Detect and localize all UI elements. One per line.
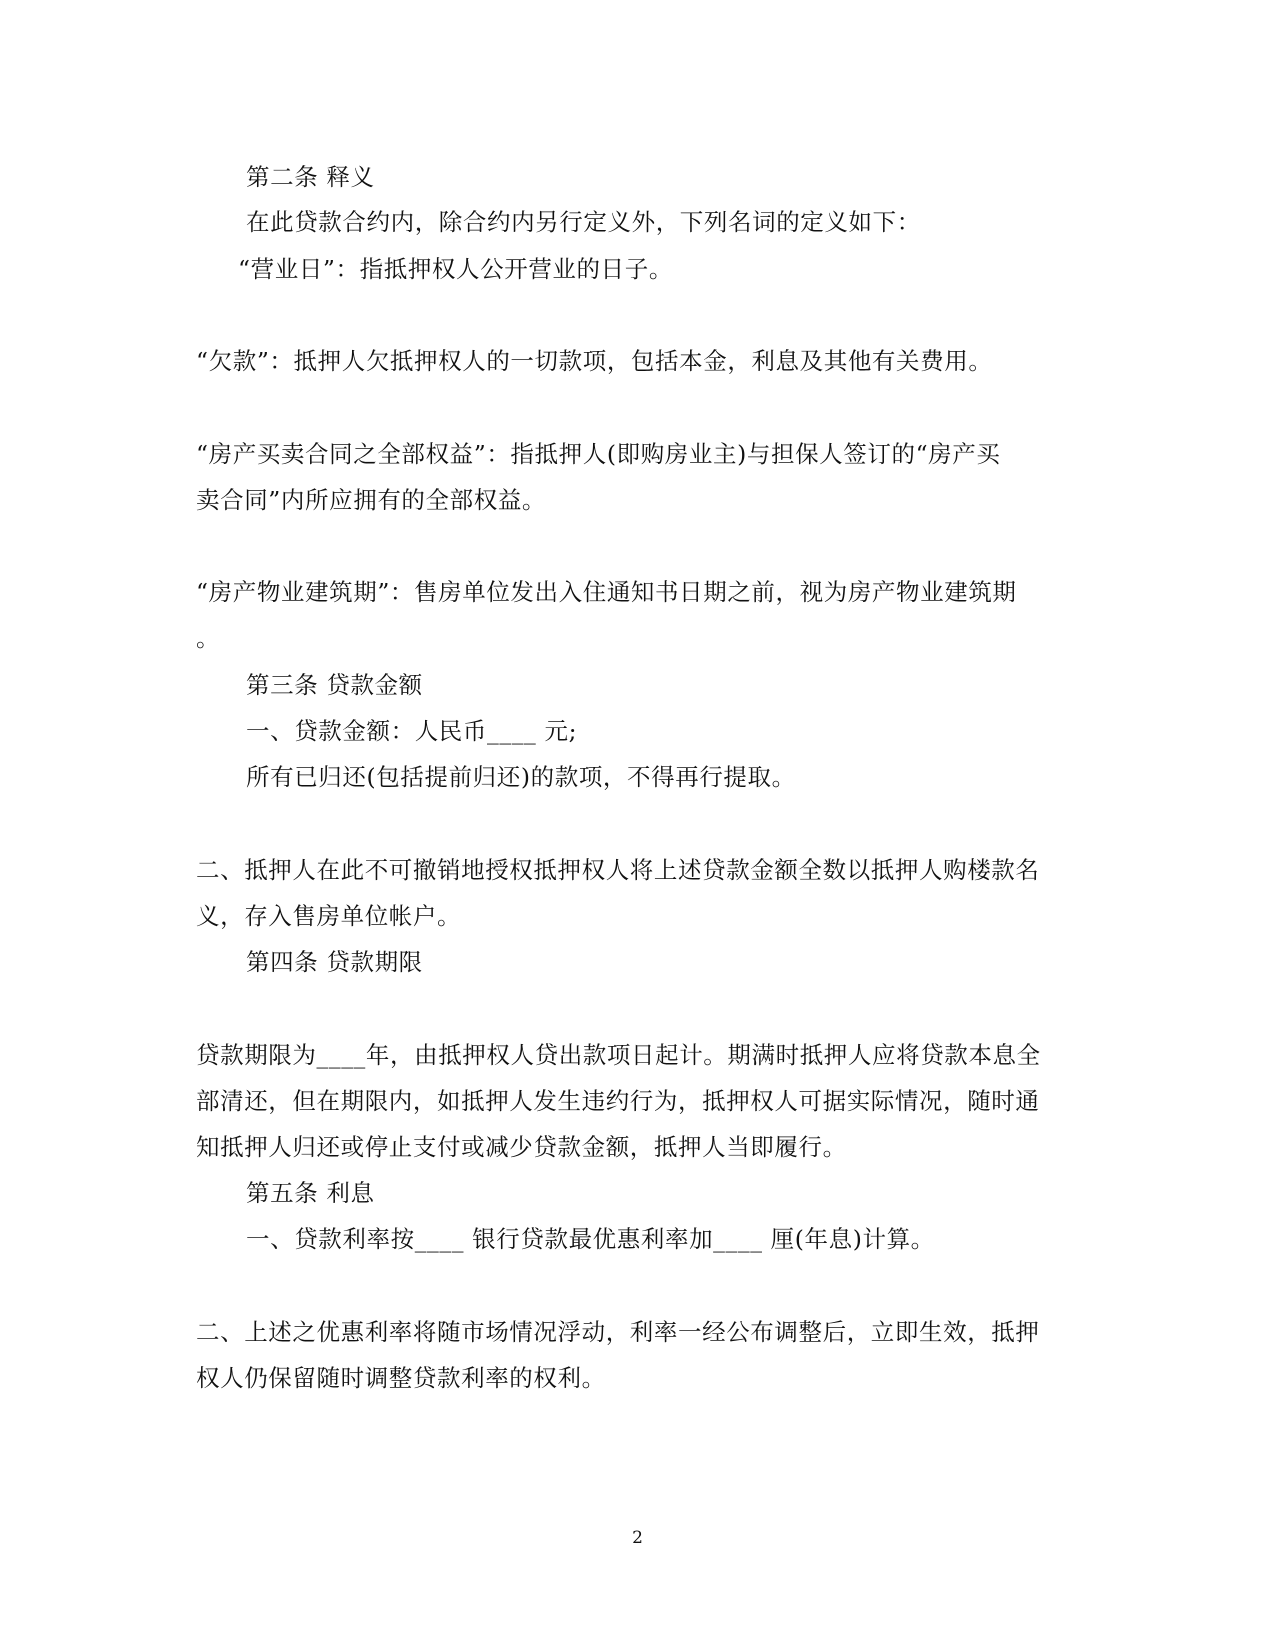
loan-term-line-3: 知抵押人归还或停止支付或减少贷款金额，抵押人当即履行。 bbox=[196, 1133, 847, 1161]
definition-business-day: “营业日”：指抵押权人公开营业的日子。 bbox=[238, 255, 673, 283]
rate-adjustment-line-1: 二、上述之优惠利率将随市场情况浮动，利率一经公布调整后，立即生效，抵押 bbox=[196, 1318, 1040, 1346]
definition-debt: “欠款”：抵押人欠抵押权人的一切款项，包括本金，利息及其他有关费用。 bbox=[196, 347, 993, 375]
definition-rights-line-2: 卖合同”内所应拥有的全部权益。 bbox=[196, 486, 547, 514]
loan-amount-clause: 一、贷款金额：人民币____ 元; bbox=[246, 717, 578, 745]
article-3-heading: 第三条 贷款金额 bbox=[246, 671, 423, 699]
article-5-heading: 第五条 利息 bbox=[246, 1179, 375, 1207]
interest-rate-clause: 一、贷款利率按____ 银行贷款最优惠利率加____ 厘(年息)计算。 bbox=[246, 1225, 935, 1253]
definition-construction-line-2: 。 bbox=[196, 624, 221, 652]
definition-construction-line-1: “房产物业建筑期”：售房单位发出入住通知书日期之前，视为房产物业建筑期 bbox=[196, 578, 1017, 606]
definition-rights-line-1: “房产买卖合同之全部权益”：指抵押人(即购房业主)与担保人签订的“房产买 bbox=[196, 440, 1001, 468]
loan-term-line-2: 部清还，但在期限内，如抵押人发生违约行为，抵押权人可据实际情况，随时通 bbox=[196, 1087, 1040, 1115]
loan-term-line-1: 贷款期限为____年，由抵押权人贷出款项日起计。期满时抵押人应将贷款本息全 bbox=[196, 1041, 1041, 1069]
article-2-heading: 第二条 释义 bbox=[246, 163, 375, 191]
rate-adjustment-line-2: 权人仍保留随时调整贷款利率的权利。 bbox=[196, 1364, 606, 1392]
authorization-clause-line-1: 二、抵押人在此不可撤销地授权抵押权人将上述贷款金额全数以抵押人购楼款名 bbox=[196, 856, 1040, 884]
repaid-amount-clause: 所有已归还(包括提前归还)的款项，不得再行提取。 bbox=[246, 763, 796, 791]
article-4-heading: 第四条 贷款期限 bbox=[246, 948, 423, 976]
definitions-intro: 在此贷款合约内，除合约内另行定义外，下列名词的定义如下： bbox=[246, 208, 921, 236]
authorization-clause-line-2: 义，存入售房单位帐户。 bbox=[196, 902, 462, 930]
page-number: 2 bbox=[632, 1528, 643, 1548]
